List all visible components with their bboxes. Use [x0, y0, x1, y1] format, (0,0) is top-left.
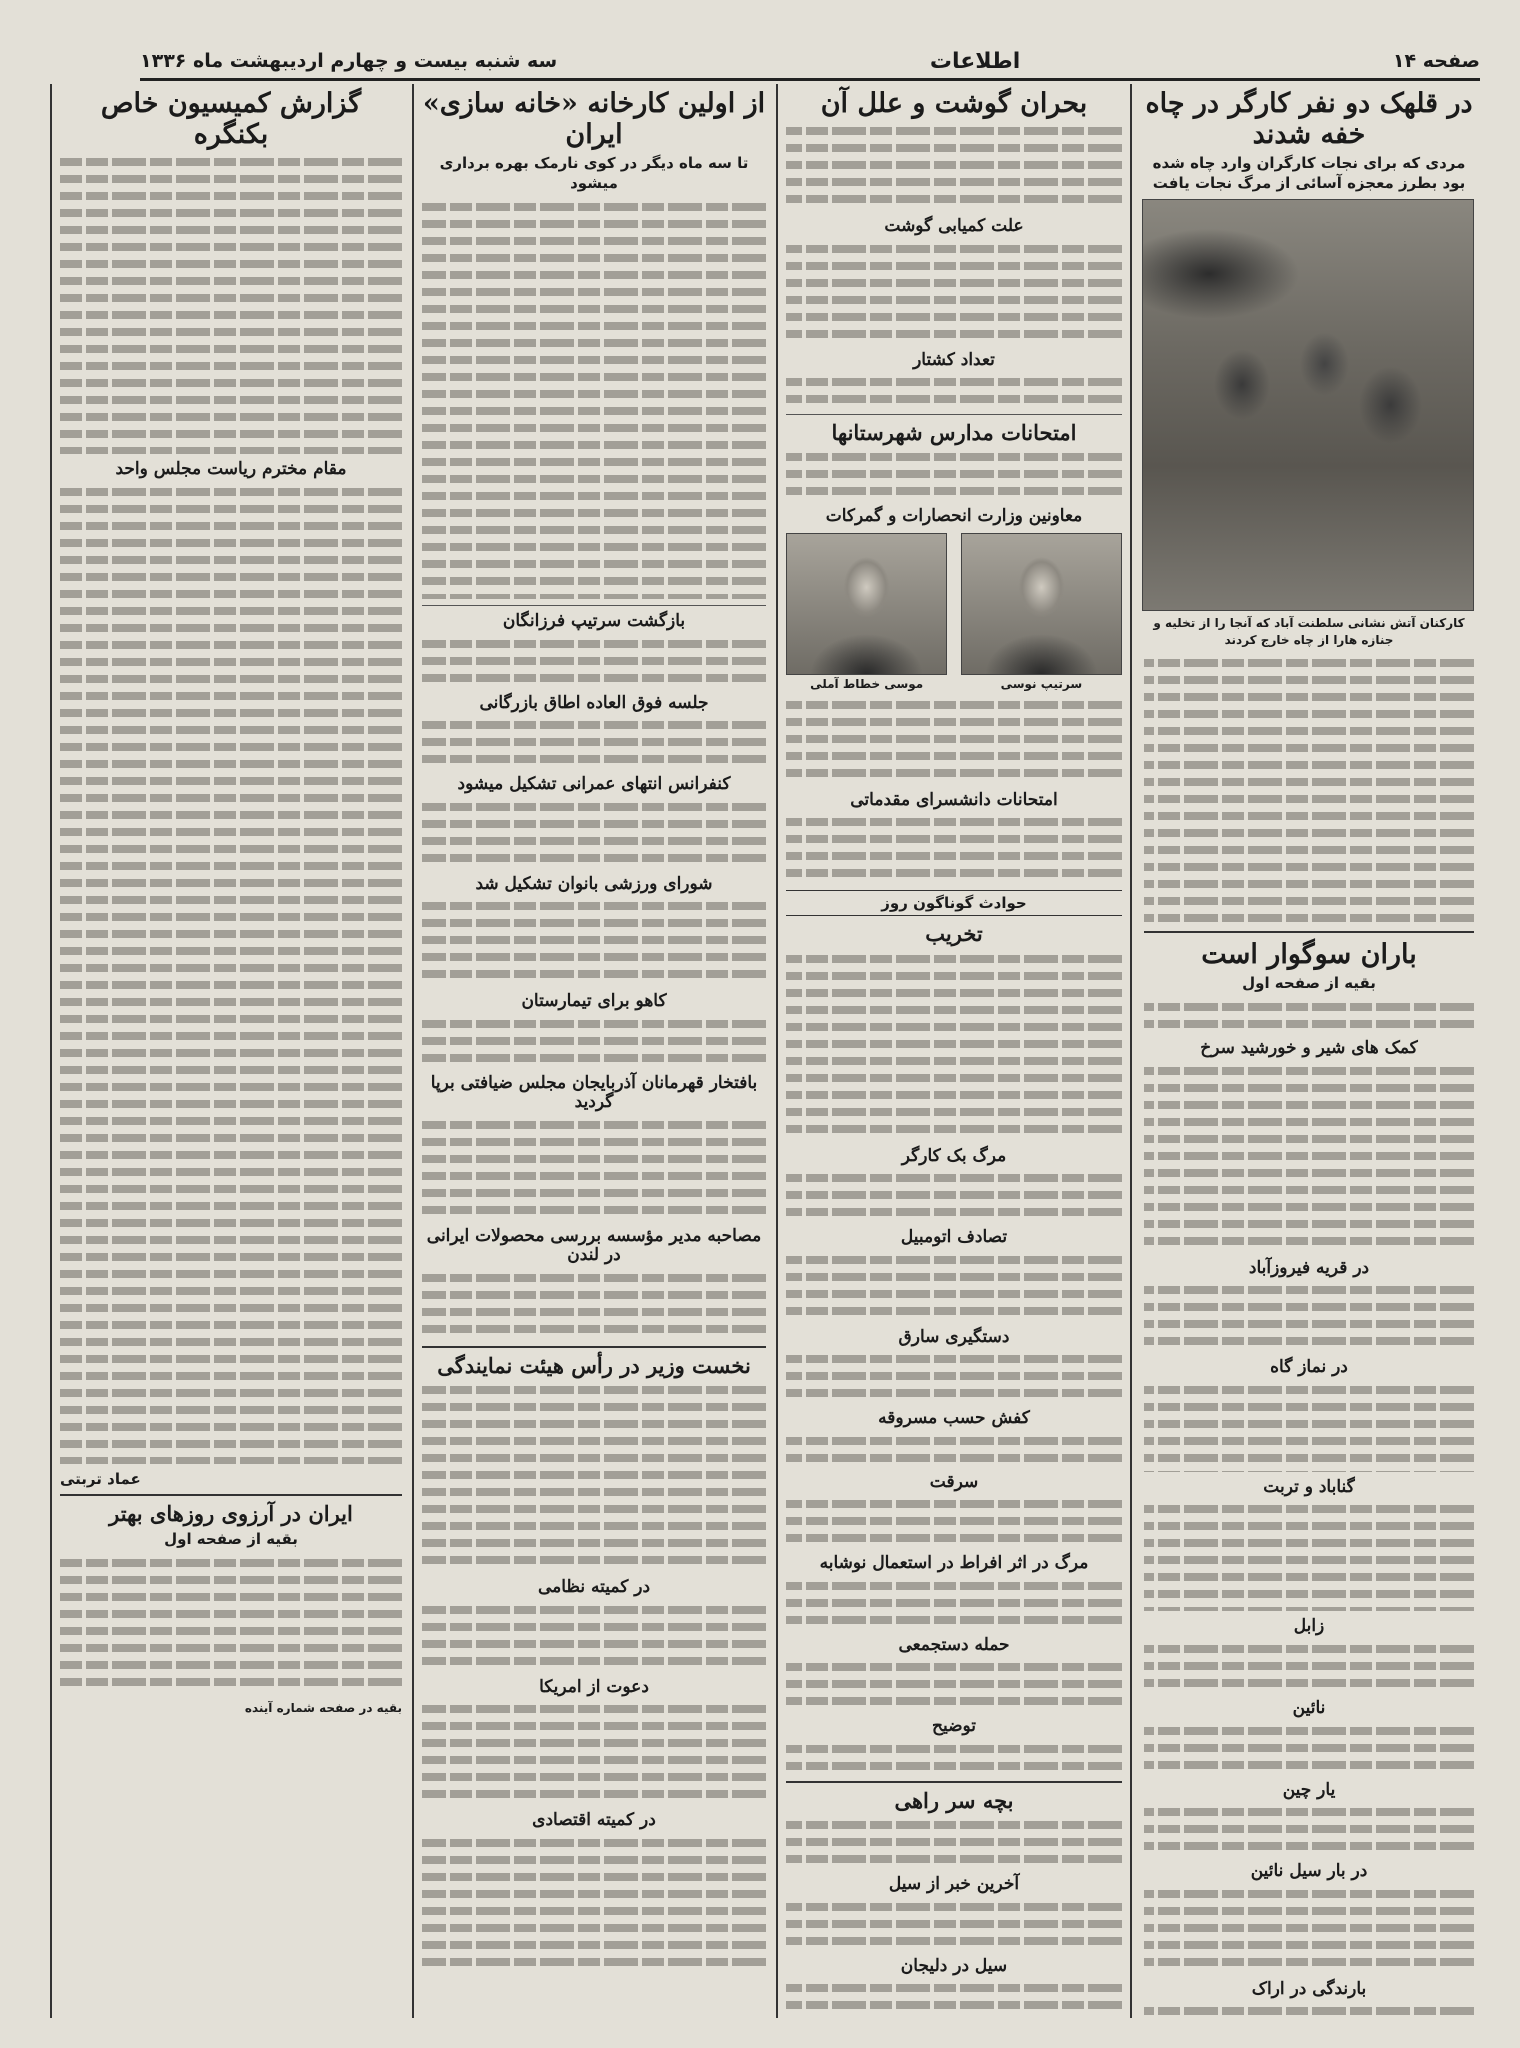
photo-caption: کارکنان آتش نشانی سلطنت آباد که آنجا را از تخلیه و جنازه هارا از چاه خارج کردند [1153, 616, 1465, 647]
article-text [422, 1835, 766, 1975]
article-text [786, 1351, 1122, 1403]
article-text [786, 1659, 1122, 1711]
headline-well-accident: در قلهک دو نفر کارگر در چاه خفه شدند [1145, 88, 1473, 151]
subhead-gonabad: گناباد و تربت [1263, 1476, 1355, 1497]
article-text [786, 1980, 1122, 2018]
subhead-car-crash: تصادف اتومبیل [900, 1227, 1008, 1248]
subhead-nain: نائین [1292, 1697, 1326, 1718]
subhead-economic-committee: در کمیته اقتصادی [532, 1810, 656, 1831]
rescue-photo [1142, 199, 1474, 611]
article-text [786, 1578, 1122, 1630]
article-text [1144, 1282, 1474, 1352]
article-text [786, 1252, 1122, 1322]
article-text [1144, 1641, 1474, 1693]
portraits [786, 533, 1122, 691]
article-text [422, 199, 766, 599]
article-text [1144, 1804, 1474, 1856]
article-text [786, 951, 1122, 1141]
portrait-left [786, 533, 947, 691]
portrait-name: موسی خطاط آملی [810, 676, 924, 691]
column-2 [776, 84, 1132, 2018]
subhead-parliament: مقام مخترم ریاست مجلس واحد [115, 459, 347, 480]
subhead-namazgah: در نماز گاه [1270, 1357, 1348, 1378]
deck-housing-factory: تا سه ماه دیگر در کوی نارمک بهره برداری میشود [439, 154, 749, 192]
headline-iran-future: ایران در آرزوی روزهای بهتر [109, 1500, 353, 1526]
article-text [422, 1117, 766, 1221]
page-number: صفحه ۱۴ [1392, 50, 1480, 72]
masthead [140, 44, 1480, 81]
subhead-delijan-flood: سیل در دلیجان [900, 1955, 1008, 1976]
headline-meat-crisis: بحران گوشت و علل آن [820, 88, 1088, 119]
subhead-red-lion: کمک های شیر و خورشید سرخ [1200, 1038, 1418, 1059]
column-4 [50, 84, 410, 2018]
article-text [422, 1016, 766, 1068]
headline-prime-minister: نخست وزیر در رأس هیئت نمایندگی [437, 1353, 751, 1379]
article-text [1144, 655, 1474, 925]
deck-well-accident: مردی که برای نجات کارگران وارد چاه شده بود بطرز معجزه آسائی از مرگ نجات یافت [1152, 154, 1466, 192]
article-text [422, 636, 766, 688]
subhead-stolen-shoes: کفش حسب مسروقه [878, 1408, 1030, 1429]
subhead-teacher-college: امتحانات دانشسرای مقدماتی [850, 789, 1058, 810]
article-text [786, 1170, 1122, 1222]
subhead-theft: سرقت [929, 1471, 979, 1492]
subhead-military-committee: در کمیته نظامی [537, 1577, 651, 1598]
article-text [786, 1496, 1122, 1548]
subhead-meat-shortage: علت کمیابی گوشت [884, 216, 1024, 237]
subhead-group-attack: حمله دستجمعی [898, 1634, 1010, 1655]
subhead-clarification: توضیح [931, 1716, 977, 1737]
article-text [422, 1382, 766, 1572]
article-text [1144, 2003, 1474, 2018]
subhead-yarchin: یار چین [1282, 1779, 1336, 1800]
article-text [786, 697, 1122, 785]
column-1 [1136, 84, 1482, 2018]
events-bar: حوادث گوناگون روز [786, 890, 1122, 916]
article-text [786, 1899, 1122, 1951]
article-text [60, 484, 402, 1464]
headline-housing-factory: از اولین کارخانه «خانه سازی» ایران [422, 88, 766, 151]
portrait-photo [786, 533, 947, 675]
portrait-name: سرتیپ نوسی [1000, 676, 1083, 691]
subhead-alcohol-death: مرگ در اثر افراط در استعمال نوشابه [819, 1553, 1089, 1574]
newspaper-name: اطلاعات [929, 48, 1021, 74]
signature: عماد تربتی [60, 1469, 141, 1488]
article-text [786, 123, 1122, 211]
deck-rain: بقیه از صفحه اول [1242, 973, 1376, 992]
headline-ministry-deputies: معاونین وزارت انحصارات و گمرکات [825, 506, 1083, 527]
article-text [422, 898, 766, 986]
subhead-women-sports: شورای ورزشی بانوان تشکیل شد [475, 873, 713, 894]
article-text [786, 1741, 1122, 1775]
article-text [60, 154, 402, 454]
subhead-zabol: زابل [1293, 1616, 1325, 1637]
article-text [422, 1270, 766, 1340]
subhead-lettuce: کاهو برای تیمارستان [521, 991, 667, 1012]
article-text [1144, 1501, 1474, 1611]
subhead-general-return: بازگشت سرتیپ فرزانگان [502, 611, 686, 632]
subhead-nain-flood: در بار سیل نائین [1250, 1861, 1368, 1882]
article-text [60, 1555, 402, 1695]
article-text [786, 241, 1122, 345]
subhead-flood-news: آخرین خبر از سیل [888, 1874, 1020, 1895]
subhead-america-invitation: دعوت از امریکا [539, 1676, 649, 1697]
subhead-slaughter-count: تعداد کشتار [913, 349, 995, 370]
subhead-azerbaijan-champions: بافتخار قهرمانان آذربایجان مجلس ضیافتی برپا گردید [430, 1072, 758, 1113]
portrait-right [961, 533, 1122, 691]
article-text [1144, 1886, 1474, 1974]
headline-exams: امتحانات مدارس شهرستانها [831, 420, 1077, 446]
subhead-arak: بارندگی در اراک [1251, 1978, 1367, 1999]
subhead-development-conference: کنفرانس انتهای عمرانی تشکیل میشود [457, 774, 731, 795]
article-text [786, 1817, 1122, 1869]
article-text [422, 1701, 766, 1805]
headline-rain: باران سوگوار است [1201, 938, 1417, 970]
article-text [1144, 1723, 1474, 1775]
subhead-thief-arrest: دستگیری سارق [898, 1326, 1010, 1347]
deck-iran-future: بقیه از صفحه اول [164, 1529, 298, 1548]
subhead-london-interview: مصاحبه مدیر مؤسسه بررسی محصولات ایرانی در لندن [426, 1225, 762, 1266]
article-text [786, 1433, 1122, 1467]
article-text [1144, 1382, 1474, 1472]
headline-congress-report: گزارش کمیسیون خاص بکنگره [100, 88, 362, 151]
headline-abandoned-child: بچه سر راهی [894, 1787, 1014, 1813]
article-text [422, 1602, 766, 1672]
issue-date: سه شنبه بیست و چهارم اردیبهشت ماه ۱۳۳۶ [140, 50, 558, 72]
continued-note: بقیه در صفحه شماره آینده [244, 1701, 402, 1716]
article-text [786, 814, 1122, 884]
article-text [422, 799, 766, 869]
article-text [786, 449, 1122, 501]
article-text [786, 374, 1122, 408]
subhead-firuzabad: در قریه فیروزآباد [1248, 1257, 1370, 1278]
article-text [1144, 999, 1474, 1033]
portrait-photo [961, 533, 1122, 675]
headline-sabotage: تخریب [925, 921, 983, 947]
column-3 [412, 84, 774, 2018]
article-text [422, 717, 766, 769]
subhead-chamber-session: جلسه فوق العاده اطاق بازرگانی [479, 692, 709, 713]
article-text [1144, 1063, 1474, 1253]
subhead-worker-death: مرگ بک کارگر [901, 1145, 1007, 1166]
